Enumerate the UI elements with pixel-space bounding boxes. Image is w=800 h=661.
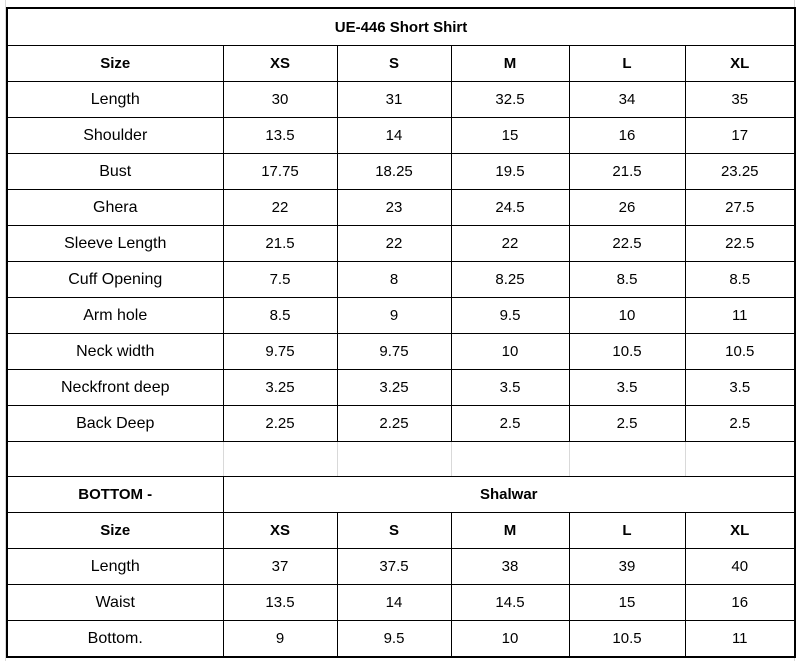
bottom-table-row: [7, 549, 795, 585]
bottom-measurement-value[interactable]: 38: [451, 549, 569, 585]
bottom-measurement-label[interactable]: Waist: [7, 585, 223, 621]
shirt-measurement-value[interactable]: 10.5: [685, 334, 795, 370]
shirt-measurement-value[interactable]: 22.5: [569, 226, 685, 262]
shirt-measurement-label[interactable]: Cuff Opening: [7, 262, 223, 298]
shirt-measurement-value[interactable]: 26: [569, 190, 685, 226]
shirt-measurement-value[interactable]: 18.25: [337, 154, 451, 190]
shirt-title-cell[interactable]: UE-446 Short Shirt: [7, 8, 795, 46]
bottom-section-label[interactable]: BOTTOM -: [7, 477, 223, 513]
bottom-table-row: [7, 621, 795, 658]
shirt-measurement-value[interactable]: 8.5: [223, 298, 337, 334]
shirt-measurement-value[interactable]: 10.5: [569, 334, 685, 370]
shirt-measurement-label[interactable]: Sleeve Length: [7, 226, 223, 262]
bottom-measurement-value[interactable]: 14: [337, 585, 451, 621]
shirt-table-row: [7, 406, 795, 442]
shirt-measurement-value[interactable]: 22: [337, 226, 451, 262]
shirt-measurement-label[interactable]: Back Deep: [7, 406, 223, 442]
bottom-table-row: [7, 585, 795, 621]
shirt-measurement-value[interactable]: 22: [223, 190, 337, 226]
shirt-measurement-value[interactable]: 27.5: [685, 190, 795, 226]
shirt-measurement-value[interactable]: 35: [685, 82, 795, 118]
empty-cell[interactable]: [7, 442, 223, 477]
bottom-measurement-value[interactable]: 39: [569, 549, 685, 585]
shirt-measurement-value[interactable]: 2.5: [685, 406, 795, 442]
bottom-measurement-value[interactable]: 15: [569, 585, 685, 621]
shirt-measurement-value[interactable]: 10: [451, 334, 569, 370]
bottom-measurement-value[interactable]: 13.5: [223, 585, 337, 621]
shirt-measurement-value[interactable]: 2.25: [223, 406, 337, 442]
shirt-table-row: [7, 334, 795, 370]
bottom-measurement-value[interactable]: 9: [223, 621, 337, 658]
shirt-measurement-value[interactable]: 2.5: [451, 406, 569, 442]
bottom-measurement-value[interactable]: 40: [685, 549, 795, 585]
shirt-measurement-value[interactable]: 17: [685, 118, 795, 154]
blank-spacer-row: [7, 442, 795, 477]
bottom-measurement-value[interactable]: 37: [223, 549, 337, 585]
shirt-measurement-value[interactable]: 31: [337, 82, 451, 118]
bottom-header-cell[interactable]: S: [337, 513, 451, 549]
shirt-table-row: [7, 118, 795, 154]
shirt-measurement-value[interactable]: 9.75: [337, 334, 451, 370]
shirt-table-row: [7, 82, 795, 118]
empty-cell[interactable]: [223, 442, 337, 477]
shirt-measurement-value[interactable]: 8.25: [451, 262, 569, 298]
shirt-table-row: [7, 262, 795, 298]
shirt-measurement-value[interactable]: 2.5: [569, 406, 685, 442]
shirt-measurement-value[interactable]: 13.5: [223, 118, 337, 154]
shirt-measurement-value[interactable]: 32.5: [451, 82, 569, 118]
shirt-measurement-label[interactable]: Neck width: [7, 334, 223, 370]
bottom-header-cell[interactable]: M: [451, 513, 569, 549]
shirt-measurement-label[interactable]: Bust: [7, 154, 223, 190]
shirt-measurement-value[interactable]: 3.5: [685, 370, 795, 406]
bottom-measurement-value[interactable]: 10.5: [569, 621, 685, 658]
shirt-header-cell[interactable]: XS: [223, 46, 337, 82]
bottom-header-row: [7, 513, 795, 549]
empty-cell[interactable]: [337, 442, 451, 477]
empty-cell[interactable]: [685, 442, 795, 477]
bottom-measurement-value[interactable]: 14.5: [451, 585, 569, 621]
shirt-measurement-value[interactable]: 2.25: [337, 406, 451, 442]
shirt-measurement-value[interactable]: 8: [337, 262, 451, 298]
shirt-measurement-label[interactable]: Length: [7, 82, 223, 118]
shirt-measurement-value[interactable]: 10: [569, 298, 685, 334]
shirt-measurement-value[interactable]: 9.75: [223, 334, 337, 370]
shirt-measurement-value[interactable]: 23.25: [685, 154, 795, 190]
shirt-measurement-value[interactable]: 3.25: [337, 370, 451, 406]
shirt-measurement-label[interactable]: Neckfront deep: [7, 370, 223, 406]
shirt-measurement-label[interactable]: Ghera: [7, 190, 223, 226]
shirt-measurement-label[interactable]: Arm hole: [7, 298, 223, 334]
bottom-measurement-value[interactable]: 37.5: [337, 549, 451, 585]
shirt-measurement-value[interactable]: 21.5: [569, 154, 685, 190]
shirt-measurement-value[interactable]: 7.5: [223, 262, 337, 298]
bottom-measurement-value[interactable]: 10: [451, 621, 569, 658]
shirt-title-row: [7, 8, 795, 46]
bottom-header-cell[interactable]: Size: [7, 513, 223, 549]
shirt-table-row: [7, 298, 795, 334]
shirt-table-row: [7, 370, 795, 406]
bottom-measurement-value[interactable]: 11: [685, 621, 795, 658]
bottom-measurement-label[interactable]: Bottom.: [7, 621, 223, 658]
shirt-measurement-value[interactable]: 17.75: [223, 154, 337, 190]
shirt-measurement-value[interactable]: 14: [337, 118, 451, 154]
shirt-header-cell[interactable]: L: [569, 46, 685, 82]
bottom-measurement-label[interactable]: Length: [7, 549, 223, 585]
shirt-measurement-value[interactable]: 23: [337, 190, 451, 226]
shirt-header-cell[interactable]: M: [451, 46, 569, 82]
shirt-measurement-value[interactable]: 11: [685, 298, 795, 334]
shirt-measurement-value[interactable]: 34: [569, 82, 685, 118]
shirt-measurement-value[interactable]: 22: [451, 226, 569, 262]
shirt-measurement-value[interactable]: 30: [223, 82, 337, 118]
shirt-measurement-value[interactable]: 3.25: [223, 370, 337, 406]
shirt-header-cell[interactable]: S: [337, 46, 451, 82]
empty-cell[interactable]: [569, 442, 685, 477]
shirt-measurement-value[interactable]: 3.5: [451, 370, 569, 406]
shirt-table-row: [7, 190, 795, 226]
shirt-table-row: [7, 226, 795, 262]
bottom-measurement-value[interactable]: 16: [685, 585, 795, 621]
shirt-measurement-value[interactable]: 22.5: [685, 226, 795, 262]
shirt-measurement-value[interactable]: 15: [451, 118, 569, 154]
bottom-measurement-value[interactable]: 9.5: [337, 621, 451, 658]
empty-cell[interactable]: [451, 442, 569, 477]
shirt-header-cell[interactable]: XL: [685, 46, 795, 82]
size-chart-table: [6, 7, 796, 658]
shirt-measurement-value[interactable]: 24.5: [451, 190, 569, 226]
bottom-title-row: [7, 477, 795, 513]
shirt-header-cell[interactable]: Size: [7, 46, 223, 82]
bottom-header-cell[interactable]: XL: [685, 513, 795, 549]
shirt-table-row: [7, 154, 795, 190]
shirt-measurement-value[interactable]: 21.5: [223, 226, 337, 262]
shirt-measurement-value[interactable]: 3.5: [569, 370, 685, 406]
shirt-measurement-value[interactable]: 9: [337, 298, 451, 334]
bottom-header-cell[interactable]: L: [569, 513, 685, 549]
shirt-measurement-value[interactable]: 16: [569, 118, 685, 154]
shirt-measurement-label[interactable]: Shoulder: [7, 118, 223, 154]
shirt-measurement-value[interactable]: 8.5: [569, 262, 685, 298]
shirt-measurement-value[interactable]: 19.5: [451, 154, 569, 190]
bottom-header-cell[interactable]: XS: [223, 513, 337, 549]
bottom-title-cell[interactable]: Shalwar: [223, 477, 795, 513]
shirt-measurement-value[interactable]: 8.5: [685, 262, 795, 298]
shirt-measurement-value[interactable]: 9.5: [451, 298, 569, 334]
shirt-header-row: [7, 46, 795, 82]
